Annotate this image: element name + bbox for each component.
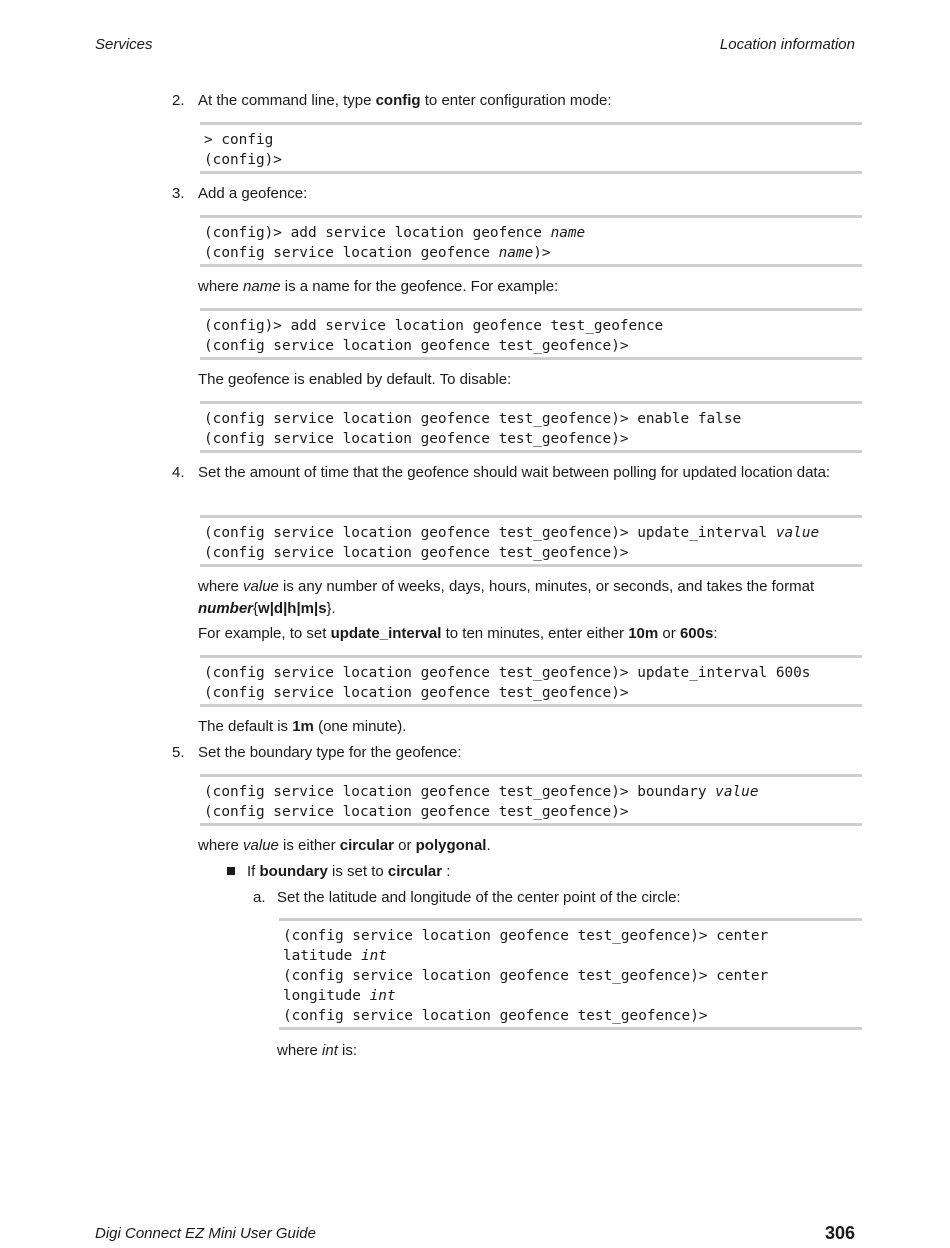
step-5-text: Set the boundary type for the geofence: [198, 744, 462, 761]
enabled-default-text: The geofence is enabled by default. To disable: [198, 371, 512, 388]
code-block-add-geofence: (config)> add service location geofence name (config service location geofence name)> [200, 215, 862, 267]
step-number: 5. [172, 744, 185, 761]
code-block-boundary: (config service location geofence test_geofence)> boundary value (config service location geofence test_geofence)> [200, 774, 862, 826]
square-bullet-icon [227, 867, 235, 875]
footer-guide-title: Digi Connect EZ Mini User Guide [95, 1225, 316, 1242]
where-int-text: where int is: [277, 1042, 358, 1059]
header-topic-title: Location information [719, 36, 855, 53]
code-block-update-interval: (config service location geofence test_geofence)> update_interval value (config service location geofence test_geofence)> [200, 515, 862, 567]
substep-a-text: Set the latitude and longitude of the center point of the circle: [277, 889, 681, 906]
step-number: 3. [172, 185, 185, 202]
bullet-boundary-circular: If boundary is set to circular : [247, 863, 451, 880]
where-value-text: where value is any number of weeks, days, hours, minutes, or seconds, and takes the format number{w|d|h|m|s}. [198, 578, 815, 617]
step-2-text: At the command line, type config to enter configuration mode: [198, 92, 612, 109]
example-text: For example, to set update_interval to ten minutes, enter either 10m or 600s: [198, 625, 718, 642]
default-text: The default is 1m (one minute). [198, 718, 407, 735]
code-block-update-interval-example: (config service location geofence test_geofence)> update_interval 600s (config service location geofence test_geofence)> [200, 655, 862, 707]
code-block-disable: (config service location geofence test_geofence)> enable false (config service location geofence test_geofence)> [200, 401, 862, 453]
page-number: 306 [824, 1223, 855, 1243]
code-block-config: > config (config)> [200, 122, 862, 174]
step-4-text: Set the amount of time that the geofence should wait between polling for updated location data: [198, 464, 831, 481]
substep-letter: a. [253, 889, 266, 906]
code-block-example-geofence: (config)> add service location geofence test_geofence (config service location geofence test_geofence)> [200, 308, 862, 360]
where-name-text: where name is a name for the geofence. For example: [198, 278, 559, 295]
step-number: 4. [172, 464, 185, 481]
where-boundary-text: where value is either circular or polygonal. [198, 837, 491, 854]
step-3-text: Add a geofence: [198, 185, 308, 202]
code-block-center: (config service location geofence test_geofence)> center latitude int (config service location geofence test_geofence)> center longitude int (config service location geofence test_geofence)> [279, 918, 862, 1030]
step-number: 2. [172, 92, 185, 109]
header-section-title: Services [95, 36, 153, 53]
